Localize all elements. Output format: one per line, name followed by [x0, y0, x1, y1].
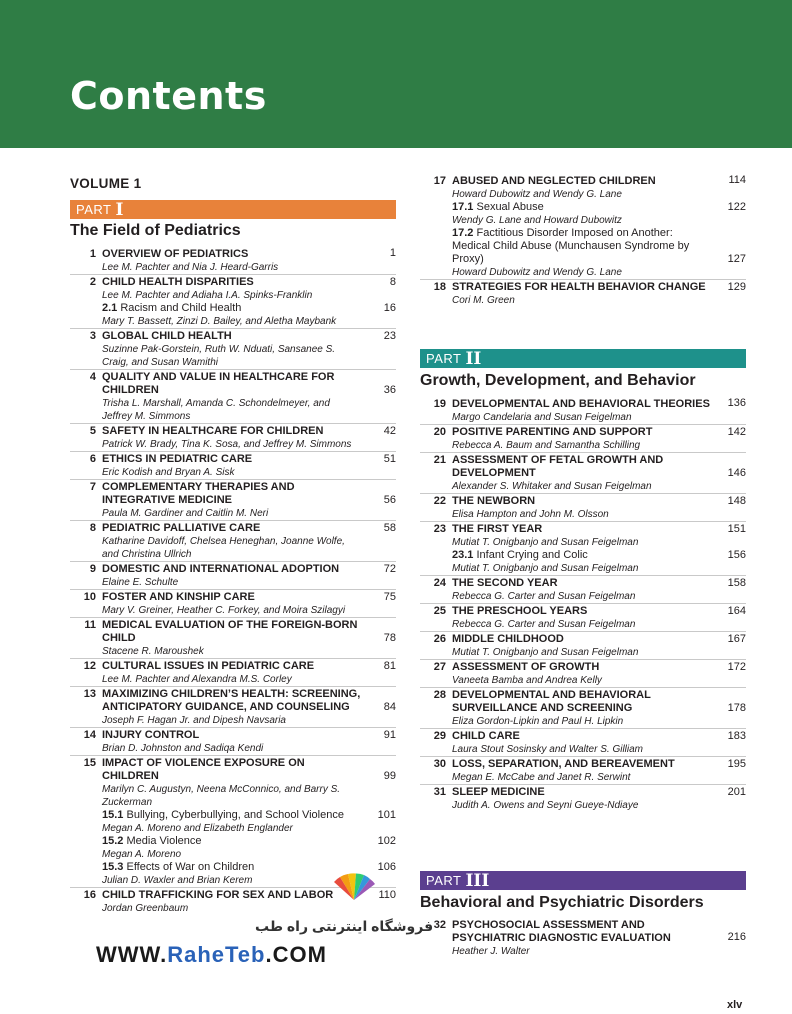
- page-ref: 75: [383, 591, 396, 603]
- toc-entry: [70, 658, 396, 686]
- page-ref: 156: [727, 549, 746, 561]
- chapter-authors: Howard Dubowitz and Wendy G. Lane: [452, 189, 622, 200]
- subchapter-title-text: Bullying, Cyberbullying, and School Violence: [126, 809, 344, 821]
- subchapter-number: 2.1: [102, 302, 118, 314]
- part-3-title: Behavioral and Psychiatric Disorders: [420, 894, 704, 911]
- page-ref: 127: [727, 253, 746, 265]
- page-ref: 16: [383, 302, 396, 314]
- page-ref: 136: [727, 397, 746, 409]
- chapter-authors: Lee M. Pachter and Nia J. Heard-Garris: [102, 262, 279, 273]
- page-ref: 129: [727, 281, 746, 293]
- page-ref: 8: [389, 276, 396, 288]
- toc-entry: [420, 493, 746, 521]
- chapter-number: 22: [433, 495, 446, 507]
- page-ref: 183: [727, 730, 746, 742]
- subchapter-number: 15.2: [102, 835, 124, 847]
- page-ref: 36: [383, 384, 396, 396]
- chapter-title: ETHICS IN PEDIATRIC CARE: [102, 453, 253, 465]
- part-3-entries: [420, 918, 746, 958]
- part-1-numeral: I: [115, 199, 124, 220]
- chapter-authors: Mutiat T. Onigbanjo and Susan Feigelman: [452, 563, 639, 574]
- page-ref: 146: [727, 467, 746, 479]
- toc-entry: [70, 328, 396, 369]
- toc-entry: [420, 397, 746, 424]
- chapter-authors: Lee M. Pachter and Alexandra M.S. Corley: [102, 674, 292, 685]
- part-1-label: PART: [76, 202, 112, 217]
- chapter-title: MAXIMIZING CHILDREN’S HEALTH: SCREENING, ANTICIPATORY GUIDANCE, AND COUNSELING: [102, 688, 361, 713]
- toc-entry: [420, 575, 746, 603]
- chapter-authors: Megan A. Moreno: [102, 849, 182, 860]
- toc-entry: [70, 617, 396, 658]
- chapter-authors: Joseph F. Hagan Jr. and Dipesh Navsaria: [102, 715, 286, 726]
- subchapter-title: [102, 302, 362, 315]
- toc-entry: [70, 727, 396, 755]
- chapter-authors: Paula M. Gardiner and Caitlin M. Neri: [102, 508, 269, 519]
- chapter-title: GLOBAL CHILD HEALTH: [102, 330, 232, 342]
- subchapter-title: [102, 861, 362, 874]
- chapter-number: 9: [89, 563, 96, 575]
- part-3-bar: [420, 871, 746, 890]
- chapter-number: 29: [433, 730, 446, 742]
- page-ref: 172: [727, 661, 746, 673]
- chapter-number: 11: [84, 619, 96, 631]
- part-2-entries: [420, 397, 746, 812]
- page-ref: 201: [727, 786, 746, 798]
- chapter-number: 25: [433, 605, 446, 617]
- chapter-title: THE NEWBORN: [452, 495, 536, 507]
- page-ref: 84: [383, 701, 396, 713]
- subchapter-title-text: Effects of War on Children: [126, 861, 255, 873]
- toc-subentry: [420, 227, 746, 279]
- part-1-continued-entries: [420, 174, 746, 307]
- page-title: Contents: [70, 74, 267, 118]
- part-1-bar: [70, 200, 396, 219]
- page-ref: 81: [383, 660, 396, 672]
- toc-entry: [420, 687, 746, 728]
- toc-entry: [70, 589, 396, 617]
- page-ref: 148: [727, 495, 746, 507]
- watermark-persian: فروشگاه اینترنتی راه طب: [255, 918, 434, 934]
- chapter-authors: Megan E. McCabe and Janet R. Serwint: [452, 772, 631, 783]
- toc-entry: [420, 424, 746, 452]
- chapter-number: 12: [83, 660, 96, 672]
- page-ref: 99: [383, 770, 396, 782]
- chapter-number: 10: [83, 591, 96, 603]
- chapter-authors: Mary T. Bassett, Zinzi D. Bailey, and Aletha Maybank: [102, 316, 337, 327]
- toc-entry: [420, 659, 746, 687]
- chapter-title: ABUSED AND NEGLECTED CHILDREN: [452, 175, 656, 187]
- toc-entry: [420, 452, 746, 493]
- watermark-url: WWW.RaheTeb.COM: [96, 942, 327, 967]
- chapter-number: 18: [433, 281, 446, 293]
- page-ref: 1: [389, 247, 396, 259]
- chapter-authors: Jordan Greenbaum: [102, 903, 189, 914]
- chapter-title: SLEEP MEDICINE: [452, 786, 545, 798]
- toc-subentry: [420, 201, 746, 227]
- page-ref: 51: [383, 453, 396, 465]
- chapter-number: 17: [433, 175, 446, 187]
- chapter-authors: Heather J. Walter: [452, 946, 530, 957]
- subchapter-title: [452, 227, 712, 266]
- toc-entry: [420, 521, 746, 549]
- subchapter-title-text: Sexual Abuse: [476, 201, 544, 213]
- part-2-bar: [420, 349, 746, 368]
- chapter-title: PEDIATRIC PALLIATIVE CARE: [102, 522, 261, 534]
- chapter-number: 19: [433, 398, 446, 410]
- toc-entry: [70, 520, 396, 561]
- toc-entry: [70, 686, 396, 727]
- chapter-title: CHILD TRAFFICKING FOR SEX AND LABOR: [102, 889, 334, 901]
- part-2-label: PART: [426, 351, 462, 366]
- chapter-number: 31: [433, 786, 446, 798]
- chapter-number: 1: [89, 248, 96, 260]
- subchapter-title: [452, 549, 712, 562]
- chapter-authors: Marilyn C. Augustyn, Neena McConnico, and Barry S. Zuckerman: [102, 784, 341, 808]
- toc-subentry: [70, 302, 396, 328]
- chapter-authors: Wendy G. Lane and Howard Dubowitz: [452, 215, 622, 226]
- chapter-authors: Alexander S. Whitaker and Susan Feigelman: [452, 481, 652, 492]
- toc-subentry: [420, 549, 746, 575]
- part-1-entries: [70, 247, 396, 915]
- toc-entry: [420, 279, 746, 307]
- chapter-authors: Katharine Davidoff, Chelsea Heneghan, Joanne Wolfe, and Christina Ullrich: [102, 536, 345, 560]
- chapter-authors: Rebecca G. Carter and Susan Feigelman: [452, 619, 636, 630]
- chapter-number: 30: [433, 758, 446, 770]
- chapter-number: 24: [433, 577, 446, 589]
- page-ref: 102: [377, 835, 396, 847]
- chapter-title: MIDDLE CHILDHOOD: [452, 633, 564, 645]
- chapter-authors: Patrick W. Brady, Tina K. Sosa, and Jeffrey M. Simmons: [102, 439, 352, 450]
- page-ref: 72: [383, 563, 396, 575]
- page-ref: 122: [727, 201, 746, 213]
- chapter-authors: Brian D. Johnston and Sadiqa Kendi: [102, 743, 264, 754]
- chapter-authors: Elisa Hampton and John M. Olsson: [452, 509, 609, 520]
- chapter-number: 3: [89, 330, 96, 342]
- page-ref: 216: [727, 931, 746, 943]
- page-ref: 114: [728, 174, 746, 186]
- page-ref: 56: [383, 494, 396, 506]
- chapter-title: STRATEGIES FOR HEALTH BEHAVIOR CHANGE: [452, 281, 706, 293]
- chapter-authors: Julian D. Waxler and Brian Kerem: [102, 875, 253, 886]
- chapter-title: SAFETY IN HEALTHCARE FOR CHILDREN: [102, 425, 324, 437]
- chapter-authors: Suzinne Pak-Gorstein, Ruth W. Nduati, Sansanee S. Craig, and Susan Wamithi: [102, 344, 336, 368]
- chapter-number: 26: [433, 633, 446, 645]
- chapter-title: THE PRESCHOOL YEARS: [452, 605, 588, 617]
- chapter-authors: Howard Dubowitz and Wendy G. Lane: [452, 267, 622, 278]
- part-2-title: Growth, Development, and Behavior: [420, 372, 696, 389]
- toc-entry: [420, 174, 746, 201]
- chapter-number: 15: [83, 757, 96, 769]
- watermark-logo-icon: [330, 872, 378, 902]
- chapter-authors: Elaine E. Schulte: [102, 577, 179, 588]
- chapter-number: 28: [433, 689, 446, 701]
- chapter-title: FOSTER AND KINSHIP CARE: [102, 591, 255, 603]
- chapter-number: 21: [433, 454, 446, 466]
- chapter-title: COMPLEMENTARY THERAPIES AND INTEGRATIVE MEDICINE: [102, 481, 295, 506]
- chapter-number: 6: [89, 453, 96, 465]
- chapter-title: IMPACT OF VIOLENCE EXPOSURE ON CHILDREN: [102, 757, 305, 782]
- subchapter-title-text: Racism and Child Health: [120, 302, 242, 314]
- subchapter-title: [102, 835, 362, 848]
- chapter-number: 32: [433, 919, 446, 931]
- chapter-authors: Rebecca A. Baum and Samantha Schilling: [452, 440, 641, 451]
- chapter-title: LOSS, SEPARATION, AND BEREAVEMENT: [452, 758, 675, 770]
- chapter-title: CULTURAL ISSUES IN PEDIATRIC CARE: [102, 660, 315, 672]
- chapter-title: DEVELOPMENTAL AND BEHAVIORAL SURVEILLANCE AND SCREENING: [452, 689, 651, 714]
- page-ref: 101: [377, 809, 396, 821]
- page-ref: 151: [727, 523, 746, 535]
- volume-label: VOLUME 1: [70, 176, 142, 191]
- chapter-authors: Megan A. Moreno and Elizabeth Englander: [102, 823, 293, 834]
- chapter-title: DOMESTIC AND INTERNATIONAL ADOPTION: [102, 563, 340, 575]
- subchapter-number: 15.3: [102, 861, 124, 873]
- page-ref: 195: [727, 758, 746, 770]
- chapter-authors: Eliza Gordon-Lipkin and Paul H. Lipkin: [452, 716, 624, 727]
- chapter-title: INJURY CONTROL: [102, 729, 200, 741]
- page-ref: 58: [383, 522, 396, 534]
- chapter-title: QUALITY AND VALUE IN HEALTHCARE FOR CHILDREN: [102, 371, 335, 396]
- page-ref: 178: [727, 702, 746, 714]
- chapter-title: MEDICAL EVALUATION OF THE FOREIGN-BORN CHILD: [102, 619, 358, 644]
- part-3-numeral: III: [465, 870, 490, 891]
- chapter-authors: Cori M. Green: [452, 295, 515, 306]
- page-ref: 142: [727, 426, 746, 438]
- toc-subentry: [70, 835, 396, 861]
- toc-entry: [70, 561, 396, 589]
- chapter-title: OVERVIEW OF PEDIATRICS: [102, 248, 249, 260]
- chapter-number: 8: [89, 522, 96, 534]
- chapter-authors: Rebecca G. Carter and Susan Feigelman: [452, 591, 636, 602]
- chapter-number: 20: [433, 426, 446, 438]
- chapter-number: 5: [89, 425, 96, 437]
- chapter-authors: Judith A. Owens and Seyni Gueye-Ndiaye: [452, 800, 639, 811]
- toc-entry: [420, 728, 746, 756]
- toc-entry: [420, 918, 746, 958]
- toc-entry: [70, 274, 396, 302]
- chapter-authors: Laura Stout Sosinsky and Walter S. Gilliam: [452, 744, 644, 755]
- chapter-authors: Lee M. Pachter and Adiaha I.A. Spinks-Franklin: [102, 290, 313, 301]
- chapter-title: PSYCHOSOCIAL ASSESSMENT AND PSYCHIATRIC DIAGNOSTIC EVALUATION: [452, 919, 671, 944]
- page-ref: 23: [383, 330, 396, 342]
- toc-entry: [420, 756, 746, 784]
- toc-entry: [420, 603, 746, 631]
- page-ref: 42: [383, 425, 396, 437]
- toc-entry: [70, 247, 396, 274]
- part-2-numeral: II: [465, 348, 482, 369]
- chapter-title: ASSESSMENT OF GROWTH: [452, 661, 600, 673]
- chapter-authors: Stacene R. Maroushek: [102, 646, 204, 657]
- chapter-authors: Trisha L. Marshall, Amanda C. Schondelmeyer, and Jeffrey M. Simmons: [102, 398, 330, 422]
- chapter-number: 23: [433, 523, 446, 535]
- page-ref: 158: [727, 577, 746, 589]
- subchapter-number: 17.1: [452, 201, 474, 213]
- chapter-title: ASSESSMENT OF FETAL GROWTH AND DEVELOPMENT: [452, 454, 664, 479]
- chapter-authors: Mutiat T. Onigbanjo and Susan Feigelman: [452, 537, 639, 548]
- toc-entry: [420, 784, 746, 812]
- part-1-title: The Field of Pediatrics: [70, 222, 241, 239]
- toc-entry: [70, 479, 396, 520]
- chapter-number: 2: [89, 276, 96, 288]
- toc-entry: [70, 369, 396, 423]
- page-ref: 110: [378, 889, 396, 901]
- chapter-number: 13: [83, 688, 96, 700]
- chapter-number: 14: [83, 729, 96, 741]
- subchapter-title: [452, 201, 712, 214]
- toc-entry: [70, 755, 396, 809]
- chapter-authors: Mutiat T. Onigbanjo and Susan Feigelman: [452, 647, 639, 658]
- chapter-number: 4: [89, 371, 96, 383]
- chapter-number: 7: [89, 481, 96, 493]
- chapter-number: 16: [83, 889, 96, 901]
- chapter-title: POSITIVE PARENTING AND SUPPORT: [452, 426, 653, 438]
- subchapter-number: 15.1: [102, 809, 124, 821]
- toc-entry: [70, 451, 396, 479]
- chapter-authors: Vaneeta Bamba and Andrea Kelly: [452, 675, 602, 686]
- subchapter-title: [102, 809, 362, 822]
- toc-subentry: [70, 809, 396, 835]
- toc-entry: [70, 423, 396, 451]
- chapter-title: CHILD HEALTH DISPARITIES: [102, 276, 254, 288]
- page-ref: 164: [727, 605, 746, 617]
- subchapter-title-text: Media Violence: [126, 835, 202, 847]
- subchapter-title-text: Factitious Disorder Imposed on Another: Medical Child Abuse (Munchausen Syndrome by Proxy): [452, 227, 690, 265]
- page-ref: 78: [383, 632, 396, 644]
- page-ref: 167: [727, 633, 746, 645]
- chapter-title: DEVELOPMENTAL AND BEHAVIORAL THEORIES: [452, 398, 710, 410]
- chapter-authors: Margo Candelaria and Susan Feigelman: [452, 412, 632, 423]
- chapter-title: CHILD CARE: [452, 730, 520, 742]
- part-3-label: PART: [426, 873, 462, 888]
- subchapter-title-text: Infant Crying and Colic: [476, 549, 588, 561]
- header-banner: [0, 0, 792, 148]
- chapter-number: 27: [433, 661, 446, 673]
- page-ref: 91: [383, 729, 396, 741]
- subchapter-number: 23.1: [452, 549, 474, 561]
- page-ref: 106: [377, 861, 396, 873]
- subchapter-number: 17.2: [452, 227, 474, 239]
- chapter-authors: Mary V. Greiner, Heather C. Forkey, and Moira Szilagyi: [102, 605, 346, 616]
- toc-entry: [420, 631, 746, 659]
- chapter-title: THE FIRST YEAR: [452, 523, 543, 535]
- chapter-title: THE SECOND YEAR: [452, 577, 558, 589]
- chapter-authors: Eric Kodish and Bryan A. Sisk: [102, 467, 235, 478]
- page-number: xlv: [727, 999, 743, 1011]
